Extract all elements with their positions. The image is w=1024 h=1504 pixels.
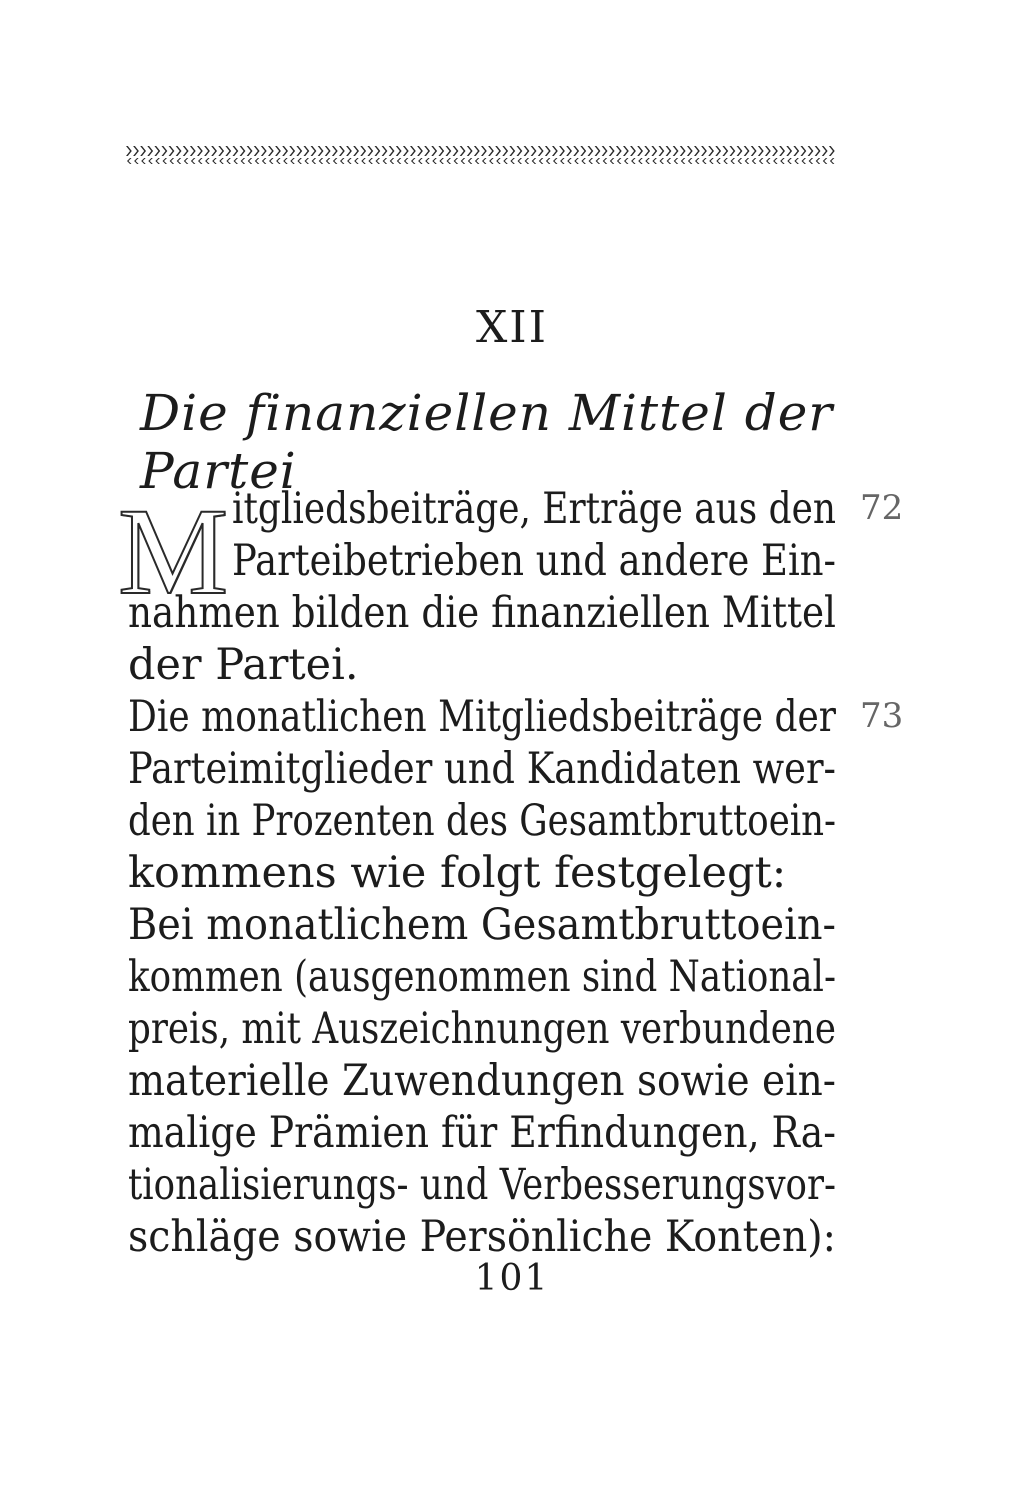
ornament-mark [701,146,707,156]
ornament-mark [538,146,544,156]
ornament-mark [148,158,153,164]
ornament-mark [488,146,494,156]
ornament-mark [248,158,253,164]
ornament-mark [326,158,331,164]
ornament-mark [637,146,643,156]
ornament-mark [446,146,452,156]
ornament-mark [545,146,551,156]
ornament-mark [311,146,317,156]
ornament-mark [829,146,835,156]
ornamental-rule [126,136,838,176]
ornament-mark [524,146,530,156]
ornament-mark [595,146,601,156]
ornament-mark [297,158,302,164]
ornament-mark [269,158,274,164]
ornament-mark [411,158,416,164]
ornament-mark [602,146,608,156]
ornament-mark [815,146,821,156]
ornament-mark [240,146,246,156]
text-line: den in Prozenten des Gesamtbruttoein- [128,796,836,846]
ornament-mark [751,146,757,156]
ornament-mark [772,146,778,156]
margin-number: 73 [860,696,904,736]
ornament-mark [794,158,799,164]
ornament-mark [660,158,665,164]
ornament-mark [304,146,310,156]
ornament-mark [234,158,239,164]
ornament-mark [801,146,807,156]
ornament-mark [367,146,373,156]
ornament-mark [687,146,693,156]
ornament-mark [184,158,189,164]
ornament-mark [688,158,693,164]
text-line: Parteimitglieder und Kandidaten wer- [128,744,836,794]
ornament-mark [623,146,629,156]
ornament-mark [773,158,778,164]
ornament-mark [745,158,750,164]
ornament-mark [559,146,565,156]
ornament-mark [525,158,530,164]
ornament-mark [126,146,132,156]
ornament-mark [624,158,629,164]
ornament-mark [573,146,579,156]
ornament-mark [780,158,785,164]
ornament-mark [723,158,728,164]
ornament-mark [432,158,437,164]
ornament-mark [226,158,231,164]
ornament-mark [305,158,310,164]
ornament-mark [518,158,523,164]
ornament-mark [759,158,764,164]
ornament-mark [495,146,501,156]
ornament-mark [417,146,423,156]
ornament-mark [823,158,828,164]
ornament-mark [296,146,302,156]
ornament-mark [312,158,317,164]
ornament-mark [183,146,189,156]
ornament-mark [268,146,274,156]
ornament-mark [709,158,714,164]
ornament-mark [617,158,622,164]
ornament-mark [133,146,139,156]
ornament-mark [596,158,601,164]
ornament-mark [546,158,551,164]
ornament-mark [752,158,757,164]
ornament-mark [566,146,572,156]
ornament-mark [638,158,643,164]
ornament-mark [722,146,728,156]
ornament-mark [581,158,586,164]
ornament-mark [127,158,132,164]
ornament-mark [361,158,366,164]
ornament-mark [162,146,168,156]
text-line: malige Prämien für Erfindungen, Ra- [128,1108,836,1158]
ornament-mark [219,158,224,164]
ornament-mark [786,146,792,156]
ornament-mark [482,158,487,164]
ornament-mark [802,158,807,164]
ornament-mark [503,158,508,164]
ornament-mark [731,158,736,164]
ornament-mark [766,158,771,164]
ornament-mark [425,158,430,164]
ornament-mark [730,146,736,156]
ornament-mark [651,146,657,156]
text-line: Die monatlichen Mitgliedsbeiträge der [128,692,836,742]
ornament-mark [431,146,437,156]
ornament-mark [787,158,792,164]
ornament-mark [738,158,743,164]
ornament-mark [652,158,657,164]
ornament-mark [325,146,331,156]
ornament-mark [191,158,196,164]
ornament-mark [154,146,160,156]
ornament-mark [589,158,594,164]
ornament-mark [816,158,821,164]
ornament-mark [603,158,608,164]
ornament-mark [389,146,395,156]
ornament-mark [765,146,771,156]
ornament-mark [758,146,764,156]
ornament-mark [553,158,558,164]
ornament-mark [396,146,402,156]
ornament-mark [552,146,558,156]
ornament-mark [247,146,253,156]
ornament-mark [468,158,473,164]
text-line: schläge sowie Persönliche Konten): [128,1212,836,1262]
text-line: der Partei. [128,640,359,690]
ornament-mark [141,158,146,164]
ornament-mark [418,158,423,164]
ornament-mark [779,146,785,156]
ornament-mark [716,158,721,164]
ornament-mark [439,158,444,164]
ornament-mark [793,146,799,156]
ornament-mark [715,146,721,156]
ornament-mark [134,158,139,164]
ornament-mark [659,146,665,156]
margin-number: 72 [860,488,904,528]
ornament-mark [347,158,352,164]
ornament-mark [467,146,473,156]
ornament-mark [368,158,373,164]
ornament-mark [254,146,260,156]
ornament-mark [197,146,203,156]
ornament-mark [170,158,175,164]
ornament-mark [489,158,494,164]
ornament-mark [645,158,650,164]
ornament-mark [140,146,146,156]
ornament-mark [580,146,586,156]
ornament-mark [403,146,409,156]
text-line: kommen (ausgenommen sind National- [128,952,836,1002]
ornament-mark [410,146,416,156]
ornament-mark [218,146,224,156]
ornament-mark [318,146,324,156]
ornament-mark [339,146,345,156]
ornament-mark [233,146,239,156]
ornament-mark [567,158,572,164]
ornament-mark [509,146,515,156]
ornament-mark [510,158,515,164]
ornament-mark [198,158,203,164]
ornament-mark [531,146,537,156]
text-line: itgliedsbeiträge, Erträge aus den [232,484,836,534]
ornament-mark [809,158,814,164]
ornament-mark [404,158,409,164]
ornament-mark [475,158,480,164]
ornament-mark [155,158,160,164]
ornament-mark [460,146,466,156]
ornament-mark [225,146,231,156]
ornament-mark [282,146,288,156]
text-line: Bei monatlichem Gesamtbruttoein- [128,900,836,950]
ornament-mark [177,158,182,164]
ornament-mark [176,146,182,156]
ornament-mark [474,146,480,156]
ornament-mark [147,146,153,156]
ornament-mark [190,146,196,156]
ornament-mark [376,158,381,164]
ornament-mark [560,158,565,164]
ornament-mark [588,146,594,156]
ornament-mark [681,158,686,164]
ornament-mark [204,146,210,156]
ornament-mark [574,158,579,164]
ornament-mark [631,158,636,164]
ornament-mark [702,158,707,164]
ornament-mark [680,146,686,156]
ornament-mark [212,158,217,164]
ornament-mark [333,158,338,164]
ornament-mark [822,146,828,156]
ornament-mark [332,146,338,156]
ornament-mark [255,158,259,164]
ornament-mark [275,146,281,156]
ornament-mark [346,146,352,156]
text-line: kommens wie folgt festgelegt: [128,848,787,898]
ornament-mark [695,158,700,164]
ornament-mark [481,146,487,156]
ornament-mark [211,146,217,156]
ornament-mark [169,146,175,156]
ornament-mark [354,158,359,164]
ornament-mark [424,146,430,156]
ornament-mark [644,146,650,156]
ornament-mark [438,146,444,156]
ornament-mark [610,158,615,164]
ornament-mark [390,158,395,164]
ornament-mark [496,158,501,164]
ornament-mark [667,158,672,164]
drop-cap: M [118,483,229,620]
ornament-mark [454,158,459,164]
ornament-mark [830,158,835,164]
ornament-mark [609,146,615,156]
ornament-mark [289,146,295,156]
ornament-mark [290,158,295,164]
chapter-title: Die finanziellen Mittel der Partei [140,384,834,500]
ornament-mark [616,146,622,156]
ornament-mark [694,146,700,156]
ornament-mark [737,146,743,156]
ornament-mark [447,158,452,164]
text-line: Parteibetrieben und andere Ein- [232,536,836,586]
ornament-mark [276,158,281,164]
text-line: tionalisierungs- und Verbesserungsvor- [128,1160,836,1210]
ornament-mark [673,146,679,156]
text-line: materielle Zuwendungen sowie ein- [128,1056,836,1106]
text-line: preis, mit Auszeichnungen verbundene [128,1004,836,1054]
ornament-mark [502,146,508,156]
ornament-mark [539,158,544,164]
text-line: nahmen bilden die finanziellen Mittel [128,588,836,638]
ornament-mark [319,158,324,164]
ornament-mark [375,146,381,156]
ornament-mark [630,146,636,156]
ornament-mark [241,158,246,164]
ornament-mark [205,158,210,164]
ornament-mark [261,146,267,156]
ornament-mark [666,146,672,156]
ornament-mark [674,158,679,164]
ornament-mark [353,146,359,156]
ornament-mark [360,146,366,156]
ornament-mark [808,146,814,156]
ornament-mark [283,158,288,164]
ornament-mark [397,158,402,164]
ornament-mark [461,158,466,164]
ornament-mark [262,158,267,164]
ornament-mark [532,158,537,164]
chapter-number: XII [475,302,549,353]
ornament-mark [340,158,345,164]
ornament-mark [383,158,388,164]
ornament-mark [382,146,388,156]
ornament-mark [744,146,750,156]
ornament-mark [708,146,714,156]
ornament-mark [517,146,523,156]
ornament-mark [453,146,459,156]
ornament-mark [163,158,168,164]
page-number: 101 [474,1258,550,1299]
